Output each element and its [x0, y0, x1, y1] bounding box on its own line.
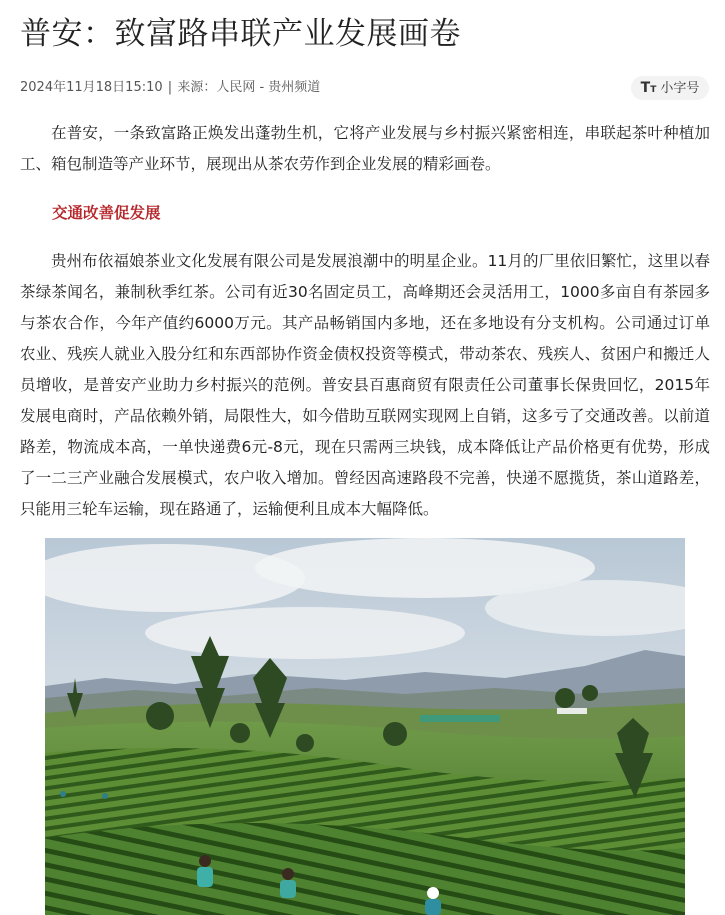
- text-size-icon: TT: [640, 80, 657, 96]
- paragraph-intro: 在普安，一条致富路正焕发出蓬勃生机，它将产业发展与乡村振兴紧密相连，串联起茶叶种植加工、箱包制造等产业环节，展现出从茶农劳作到企业发展的精彩画卷。: [20, 124, 710, 173]
- font-size-button[interactable]: [631, 76, 709, 100]
- tea-plantation-photo: [45, 538, 685, 915]
- meta-separator: |: [167, 80, 173, 95]
- article-source: 来源：人民网 - 贵州频道: [177, 80, 321, 95]
- article-meta: [20, 78, 320, 98]
- article-title: 普安：致富路串联产业发展画卷: [20, 16, 461, 52]
- publish-datetime: 2024年11月18日15:10: [20, 80, 163, 95]
- paragraph-body: 贵州布依福娘茶业文化发展有限公司是发展浪潮中的明星企业。11月的厂里依旧繁忙，这里以春茶绿茶闻名，兼制秋季红茶。公司有近30名固定员工，高峰期还会灵活用工，1000多亩自有茶园多与茶农合作，今年产值约6000万元。其产品畅销国内多地，还在多地设有分支机构。公司通过订单农业、残疾人就业入股分红和东西部协作资金债权投资等模式，带动茶农、残疾人、贫困户和搬迁人员增收，是普安产业助力乡村振兴的范例。普安县百惠商贸有限责任公司董事长保贵回忆，2015年发展电商时，产品依赖外销，局限性大，如今借助互联网实现网上自销，这多亏了交通改善。以前道路差，物流成本高，一单快递费6元-8元，现在只需两三块钱，成本降低让产品价格更有优势，形成了一二三产业融合发展模式，农户收入增加。曾经因高速路段不完善，快递不愿揽货，茶山道路差，只能用三轮车运输，现在路通了，运输便利且成本大幅降低。: [20, 252, 710, 518]
- font-size-label: 小字号: [660, 81, 700, 96]
- section-subheading: 交通改善促发展: [52, 204, 161, 222]
